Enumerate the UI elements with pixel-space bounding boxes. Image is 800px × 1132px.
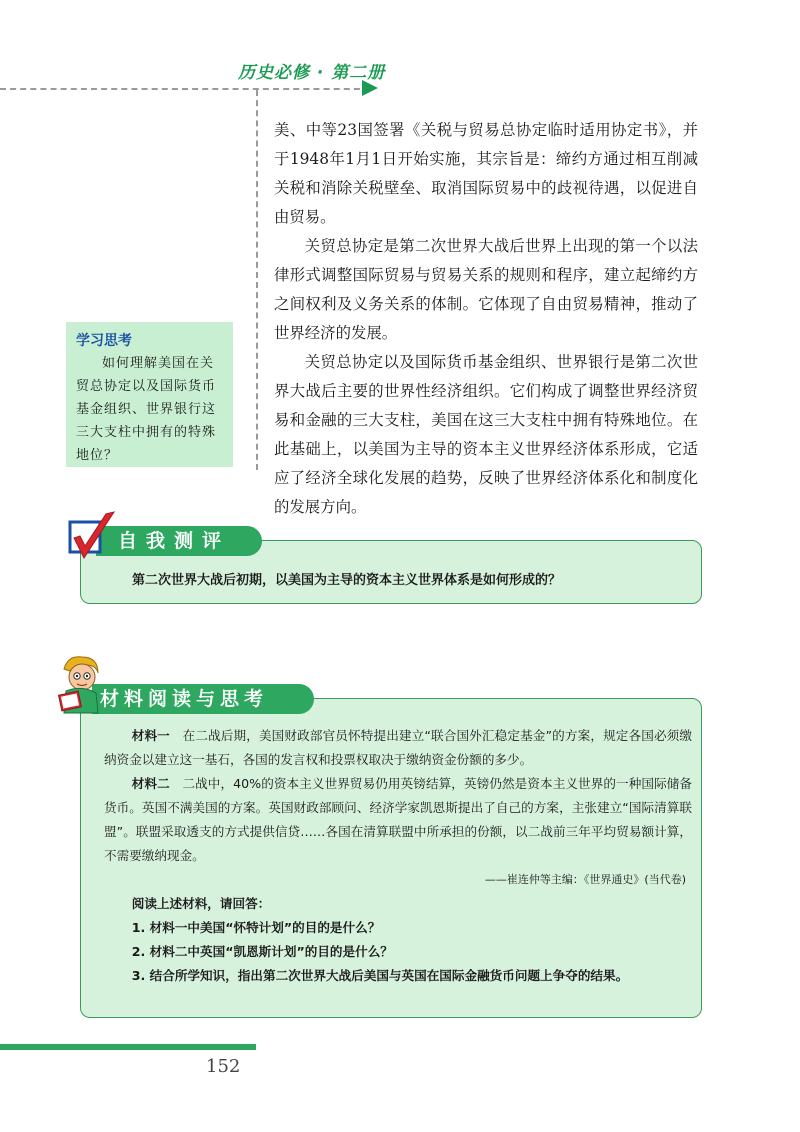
material-content: [104, 724, 692, 988]
reading-student-icon: [56, 655, 104, 717]
column-dashed-rule: [256, 90, 258, 470]
header-arrow-icon: [362, 80, 378, 96]
question-2: 2. 材料二中英国“凯恩斯计划”的目的是什么？: [131, 944, 393, 959]
main-text: [274, 116, 698, 522]
paragraph-3: 关贸总协定以及国际货币基金组织、世界银行是第二次世界大战后主要的世界性经济组织。它们构成了调整世界经济贸易和金融的三大支柱，美国在这三大支柱中拥有特殊地位。在此基础上，以美国为主导的资本主义世界经济体系形成，它适应了经济全球化发展的趋势，反映了世界经济体系化和制度化的发展方向。: [274, 353, 698, 516]
material-1-label: 材料一: [131, 728, 170, 743]
paragraph-2: 关贸总协定是第二次世界大战后世界上出现的第一个以法律形式调整国际贸易与贸易关系的规则和程序，建立起缔约方之间权利及义务关系的体制。它体现了自由贸易精神，推动了世界经济的发展。: [274, 237, 698, 342]
header-dashed-rule: [0, 88, 370, 90]
material-reading-label: 材料阅读与思考: [100, 688, 269, 710]
material-source: ——崔连仲等主编：《世界通史》(当代卷): [484, 873, 686, 886]
page-number: 152: [206, 1056, 241, 1077]
question-prompt: 阅读上述材料，请回答：: [131, 896, 271, 911]
study-thinking-sidebar: [66, 322, 233, 467]
checkmark-icon: [66, 508, 118, 566]
question-3: 3. 结合所学知识，指出第二次世界大战后美国与英国在国际金融货币问题上争夺的结果。: [131, 968, 629, 983]
material-1-text: 在二战后期，美国财政部官员怀特提出建立“联合国外汇稳定基金”的方案，规定各国必须缴纳资金以建立这一基石，各国的发言权和投票权取决于缴纳资金份额的多少。: [104, 728, 693, 767]
question-1: 1. 材料一中美国“怀特计划”的目的是什么？: [131, 920, 381, 935]
material-2-text: 二战中，40%的资本主义世界贸易仍用英镑结算，英镑仍然是资本主义世界的一种国际储备货币。英国不满美国的方案。英国财政部顾问、经济学家凯恩斯提出了自己的方案，主张建立“国际清算联盟”。联盟采取透支的方式提供信贷……各国在清算联盟中所承担的份额，以二战前三年平均贸易额计算，不需要缴纳现金。: [104, 776, 693, 863]
sidebar-title: 学习思考: [76, 333, 132, 349]
sidebar-body: 如何理解美国在关贸总协定以及国际货币基金组织、世界银行这三大支柱中拥有的特殊地位？: [76, 356, 217, 463]
self-test-label: 自我测评: [118, 530, 231, 552]
footer-green-bar: [0, 1044, 256, 1050]
material-2: [104, 772, 692, 868]
running-header-title: 历史必修 · 第二册: [238, 63, 386, 83]
material-1: [104, 724, 692, 772]
paragraph-1: 美、中等23国签署《关税与贸易总协定临时适用协定书》，并于1948年1月1日开始实施，其宗旨是：缔约方通过相互削减关税和消除关税壁垒、取消国际贸易中的歧视待遇，以促进自由贸易。: [274, 121, 698, 226]
self-test-question: 第二次世界大战后初期，以美国为主导的资本主义世界体系是如何形成的？: [132, 573, 562, 588]
material-2-label: 材料二: [131, 776, 170, 791]
